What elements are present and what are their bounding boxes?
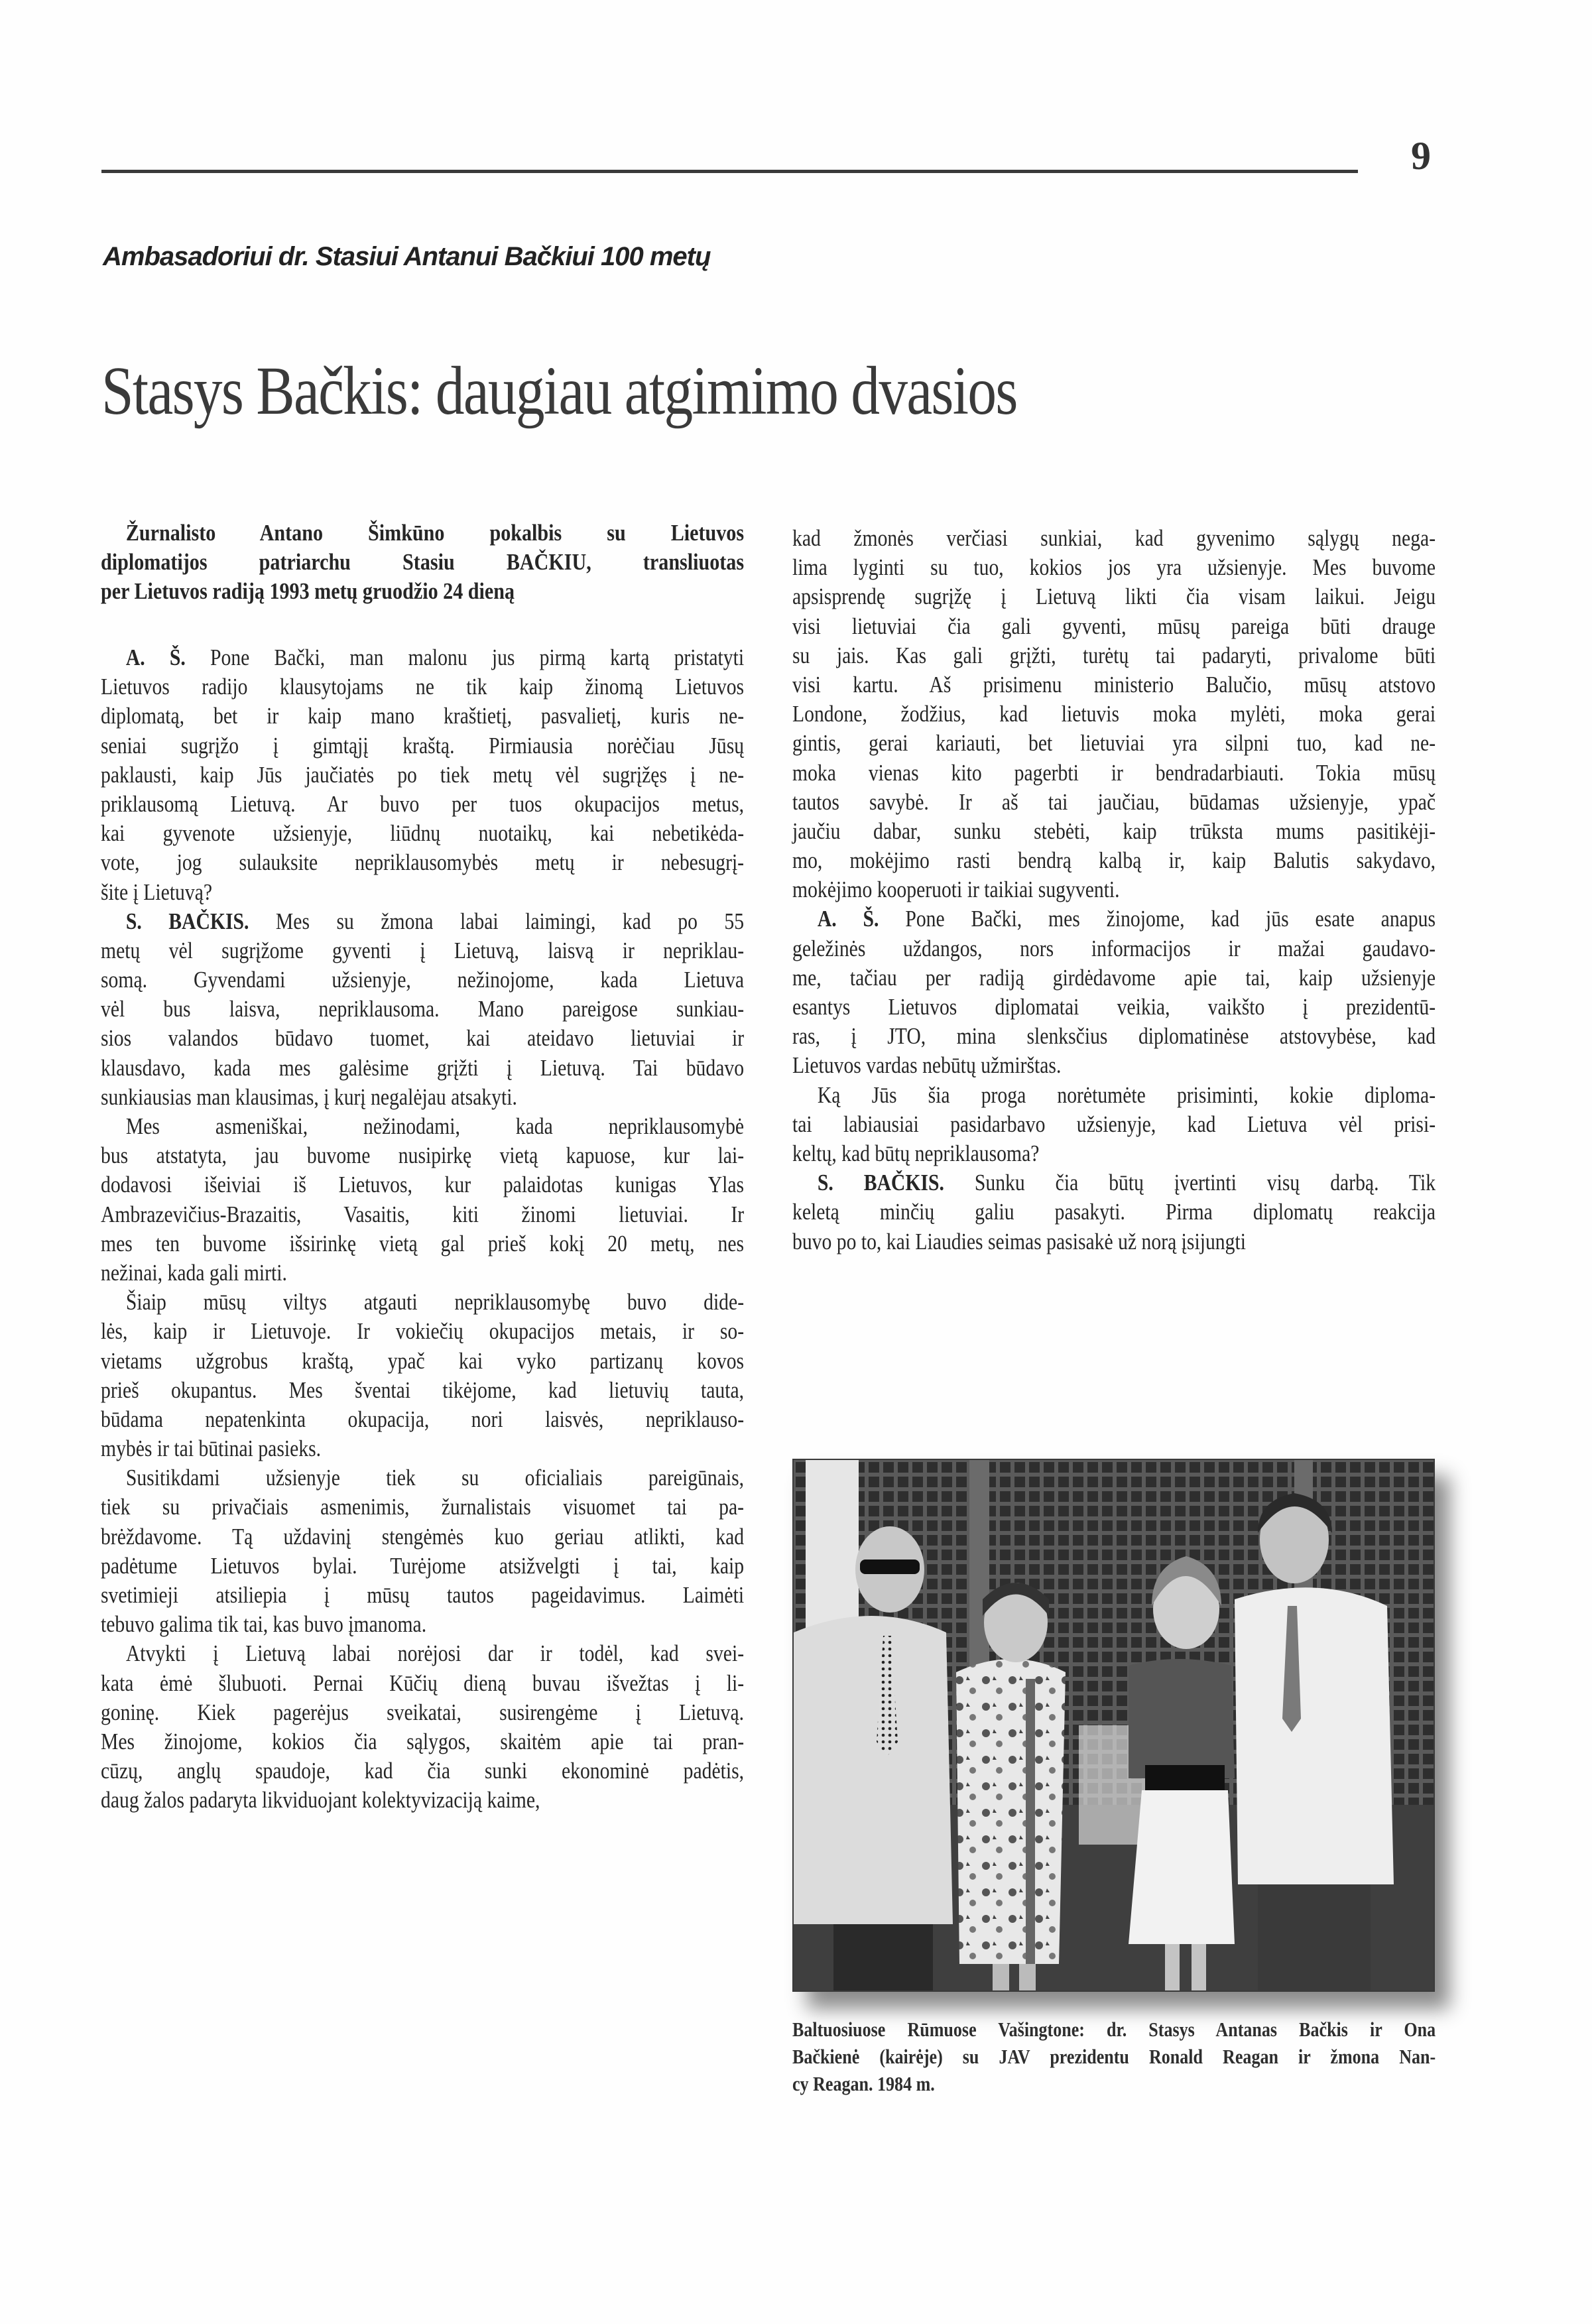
paragraph [101,1463,744,1639]
right-body [792,524,1436,1256]
text-line [792,1168,1436,1197]
paragraph [101,1112,744,1288]
photo-image [794,1460,1434,1990]
line-text: Pone Bački, man malonu jus pirmą kartą pristatyti [185,645,745,670]
text-line: sios valandos būdavo tuomet, kai ateidavo lietuviai ir [101,1026,745,1052]
text-line: jaučiu dabar, sunku stebėti, kaip trūksta mums pasitikėji- [792,818,1436,844]
text-line: dodavosi išeiviai iš Lietuvos, kur palaidotas kunigas Ylas [101,1172,745,1198]
text-line: keletą minčių galiu pasakyti. Pirma diplomatų reakcija [792,1199,1436,1225]
text-line: Ką Jūs šia proga norėtumėte prisiminti, kokie diploma- [817,1082,1436,1108]
text-line: somą. Gyvendami užsienyje, nežinojome, kada Lietuva [101,967,745,993]
text-line: visi lietuviai čia gali gyventi, mūsų pareiga būti drauge [792,613,1436,639]
text-line: mo, mokėjimo rasti bendrą kalbą ir, kaip Balutis sakydavo, [792,848,1436,874]
text-line: mokėjimo kooperuoti ir taikiai sugyventi. [792,877,1120,903]
text-line: mybės ir tai būtinai pasieks. [101,1436,322,1462]
left-column [101,519,744,1815]
text-line: vietams užgrobus kraštą, ypač kai vyko partizanų kovos [101,1348,745,1374]
text-line: lima lyginti su tuo, kokios jos yra užsienyje. Mes buvome [792,555,1436,581]
text-line: paklausti, kaip Jūs jaučiatės po tiek metų vėl sugrįžęs į ne- [101,762,745,788]
article-title: Stasys Bačkis: daugiau atgimimo dvasios [101,353,1017,429]
page-number: 9 [1411,134,1431,178]
caption-line: Bačkienė (kairėje) su JAV prezidentu Ronald Reagan ir žmona Nan- [792,2045,1436,2068]
text-line: su jais. Kas gali grįžti, turėtų tai padaryti, privalome būti [792,642,1436,668]
right-column [792,524,1436,1256]
paragraph [101,1288,744,1463]
speaker-label: S. BAČKIS. [817,1170,944,1196]
paragraph [101,907,744,1112]
text-line: bus atstatyta, jau buvome nusipirkę vietą kapuose, kur lai- [101,1143,745,1169]
text-line: priklausomą Lietuvą. Ar buvo per tuos okupacijos metus, [101,791,745,817]
text-line: būdama nepatenkinta okupacija, nori laisvės, nepriklauso- [101,1406,745,1432]
lead-line: Žurnalisto Antano Šimkūno pokalbis su Lietuvos [125,520,745,546]
text-line: moka vienas kito pagerbti ir bendradarbiauti. Tokia mūsų [792,760,1436,786]
text-line: seniai sugrįžo į gimtąjį kraštą. Pirmiausia norėčiau Jūsų [101,733,745,759]
photo [792,1459,1435,1992]
section-label: Ambasadoriui dr. Stasiui Antanui Bačkiui 100 metų [103,242,711,271]
text-line: Mes asmeniškai, nežinodami, kada nepriklausomybė [125,1114,745,1139]
text-line: klausdavo, kada mes galėsime grįžti į Lietuvą. Tai būdavo [101,1055,745,1081]
text-line: gintis, gerai kariauti, bet lietuviai yra silpni tuo, kad ne- [792,731,1436,757]
text-line: apsisprendę sugrįžę į Lietuvą likti čia visam laikui. Jeigu [792,584,1436,610]
text-line: šite į Lietuvą? [101,879,213,905]
text-line: sunkiausias man klausimas, į kurį negalėjau atsakyti. [101,1084,517,1110]
line-text: Pone Bački, mes žinojome, kad jūs esate anapus [879,906,1436,932]
text-line: daug žalos padaryta likviduojant kolektyvizaciją kaime, [101,1788,540,1813]
lead-paragraph [101,519,744,606]
text-line: Lietuvos radijo klausytojams ne tik kaip žinomą Lietuvos [101,674,745,700]
text-line: esantys Lietuvos diplomatai veikia, vaikšto į prezidentū- [792,995,1436,1020]
left-body [101,643,744,1815]
text-line: goninę. Kiek pagerėjus sveikatai, susirengėme į Lietuvą. [101,1699,745,1725]
paragraph [792,1081,1436,1169]
photo-caption [792,2016,1436,2097]
text-line: cūzų, anglų spaudoje, kad čia sunki ekonominė padėtis, [101,1758,745,1784]
paragraph [792,524,1436,904]
text-line: Londone, žodžius, kad lietuvis moka mylėti, moka gerai [792,702,1436,727]
caption-line: cy Reagan. 1984 m. [792,2072,935,2095]
text-line: Šiaip mūsų viltys atgauti nepriklausomybę buvo dide- [125,1290,745,1315]
text-line: vote, jog sulauksite nepriklausomybės metų ir nebesugrį- [101,850,745,876]
text-line: brėždavome. Tą uždavinį stengėmės kuo geriau atlikti, kad [101,1524,745,1550]
text-line [792,904,1436,934]
text-line: Mes žinojome, kokios čia sąlygos, skaitėm apie tai pran- [101,1729,745,1754]
paragraph [101,643,744,907]
text-line: Lietuvos vardas nebūtų užmirštas. [792,1053,1062,1079]
text-line: padėtume Lietuvos bylai. Turėjome atsižvelgti į tai, kaip [101,1553,745,1579]
speaker-label: A. Š. [817,906,879,932]
caption-line: Baltuosiuose Rūmuose Vašingtone: dr. Stasys Antanas Bačkis ir Ona [792,2018,1436,2041]
text-line: visi kartu. Aš prisimenu ministerio Balučio, mūsų atstovo [792,672,1436,698]
text-line: nežinai, kada gali mirti. [101,1260,287,1286]
text-line: keltų, kad būtų nepriklausoma? [792,1140,1040,1166]
paragraph [792,1168,1436,1256]
text-line [101,643,744,672]
text-line: lės, kaip ir Lietuvoje. Ir vokiečių okupacijos metais, ir so- [101,1319,745,1345]
line-text: Mes su žmona labai laimingi, kad po 55 [249,908,745,934]
text-line: geležinės uždangos, nors informacijos ir mažai gaudavo- [792,936,1436,961]
lead-line: diplomatijos patriarchu Stasiu BAČKIU, transliuotas [101,549,745,575]
text-line: vėl bus laisva, nepriklausoma. Mano pareigose sunkiau- [101,997,745,1022]
text-line: svetimieji atsiliepia į mūsų tautos pageidavimus. Laimėti [101,1583,745,1608]
text-line: prieš okupantus. Mes šventai tikėjome, kad lietuvių tauta, [101,1377,745,1403]
text-line [101,907,744,936]
text-line: Ambrazevičius-Brazaitis, Vasaitis, kiti žinomi lietuviai. Ir [101,1201,745,1227]
text-line: buvo po to, kai Liaudies seimas pasisakė už norą įsijungti [792,1229,1246,1254]
text-line: ras, į JTO, mina slenksčius diplomatinėse atstovybėse, kad [792,1024,1436,1050]
paragraph [101,1639,744,1815]
text-line: tai labiausiai pasidarbavo užsienyje, kad Lietuva vėl prisi- [792,1111,1436,1137]
lead-line: per Lietuvos radiją 1993 metų gruodžio 24 dieną [101,578,515,604]
text-line: kata ėmė šlubuoti. Pernai Kūčių dieną buvau išvežtas į li- [101,1670,745,1696]
text-line: diplomatą, bet ir kaip mano kraštietį, pasvalietį, kuris ne- [101,703,745,729]
text-line: tautos savybė. Ir aš tai jaučiau, būdamas užsienyje, ypač [792,789,1436,815]
text-line: kad žmonės verčiasi sunkiai, kad gyvenimo sąlygų nega- [792,526,1436,551]
text-line: tiek su privačiais asmenimis, žurnalistais visuomet tai pa- [101,1495,745,1520]
text-line: Atvykti į Lietuvą labai norėjosi dar ir todėl, kad svei- [125,1641,745,1667]
text-line: metų vėl sugrįžome gyventi į Lietuvą, laisvą ir nepriklau- [101,938,745,963]
speaker-label: S. BAČKIS. [125,908,249,934]
text-line: mes ten buvome išsirinkę vietą gal prieš kokį 20 metų, nes [101,1231,745,1256]
paragraph [792,904,1436,1080]
text-line: Susitikdami užsienyje tiek su oficialiais pareigūnais, [125,1465,745,1491]
text-line: tebuvo galima tik tai, kas buvo įmanoma. [101,1612,427,1638]
text-line: kai gyvenote užsienyje, liūdnų nuotaikų, kai nebetikėda- [101,821,745,847]
header-rule [101,170,1358,173]
line-text: Sunku čia būtų įvertinti visų darbą. Tik [944,1170,1436,1196]
text-line: me, tačiau per radiją girdėdavome apie tai, kaip užsienyje [792,965,1436,991]
speaker-label: A. Š. [125,645,186,670]
